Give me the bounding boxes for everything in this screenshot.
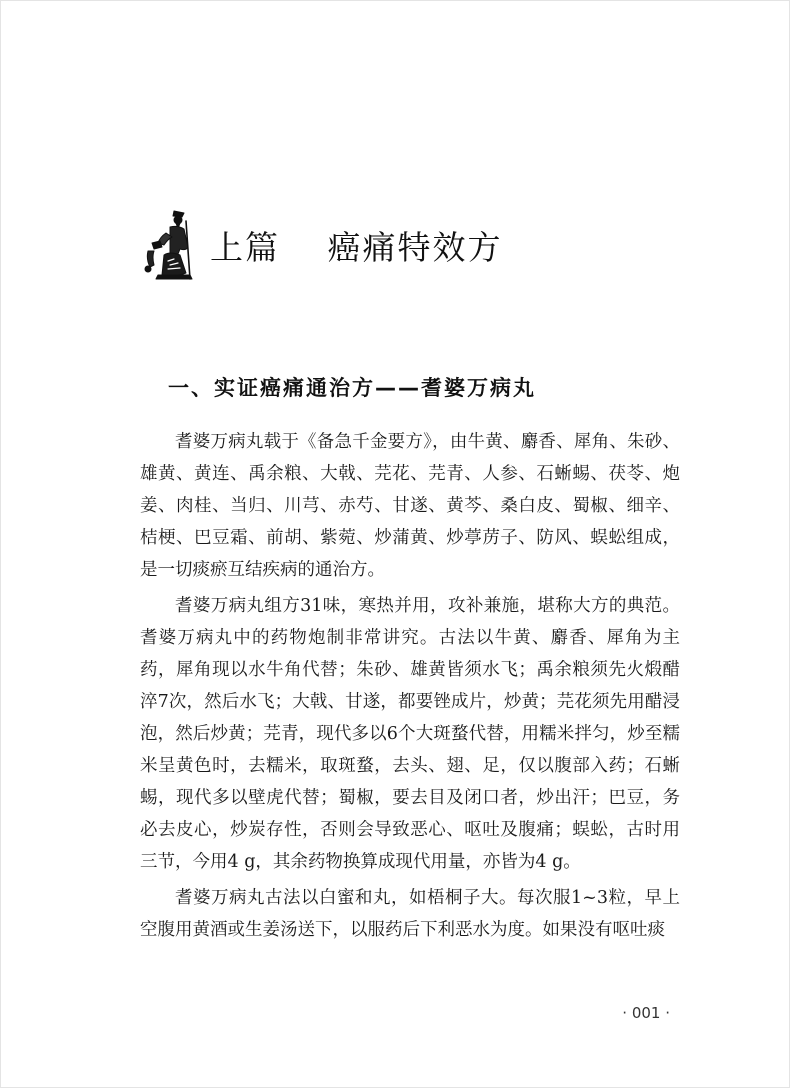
paragraph: 耆婆万病丸组方31味，寒热并用，攻补兼施，堪称大方的典范。耆婆万病丸中的药物炮制非常讲究。古法以牛黄、麝香、犀角为主药，犀角现以水牛角代替；朱砂、雄黄皆须水飞；禹余粮须先火煅醋淬7次，然后水飞；大戟、甘遂，都要锉成片，炒黄；芫花须先用醋浸泡，然后炒黄；芫青，现代多以6个大斑蝥代替，用糯米拌匀，炒至糯米呈黄色时，去糯米，取斑蝥，去头、翅、足，仅以腹部入药；石蜥蜴，现代多以壁虎代替；蜀椒，要去目及闭口者，炒出汗；巴豆，务必去皮心，炒炭存性，否则会导致恶心、呕吐及腹痛；蜈蚣，古时用三节，今用4 g，其余药物换算成现代用量，亦皆为4 g。 <box>140 596 680 872</box>
scholar-figure-icon <box>140 207 196 283</box>
section-title: 一、实证癌痛通治方——耆婆万病丸 <box>168 376 536 400</box>
paragraph: 耆婆万病丸古法以白蜜和丸，如梧桐子大。每次服1~3粒，早上空腹用黄酒或生姜汤送下，以服药后下利恶水为度。如果没有呕吐痰 <box>140 888 680 940</box>
page-number: · 001 · <box>622 1004 670 1022</box>
paragraph: 耆婆万病丸载于《备急千金要方》，由牛黄、麝香、犀角、朱砂、雄黄、黄连、禹余粮、大戟、芫花、芫青、人参、石蜥蜴、茯苓、炮姜、肉桂、当归、川芎、赤芍、甘遂、黄芩、桑白皮、蜀椒、细辛、桔梗、巴豆霜、前胡、紫菀、炒蒲黄、炒葶苈子、防风、蜈蚣组成，是一切痰瘀互结疾病的通治方。 <box>140 432 680 580</box>
body-text <box>140 426 680 950</box>
part-title: 上篇 癌痛特效方 <box>210 227 503 267</box>
part-header <box>140 205 503 285</box>
